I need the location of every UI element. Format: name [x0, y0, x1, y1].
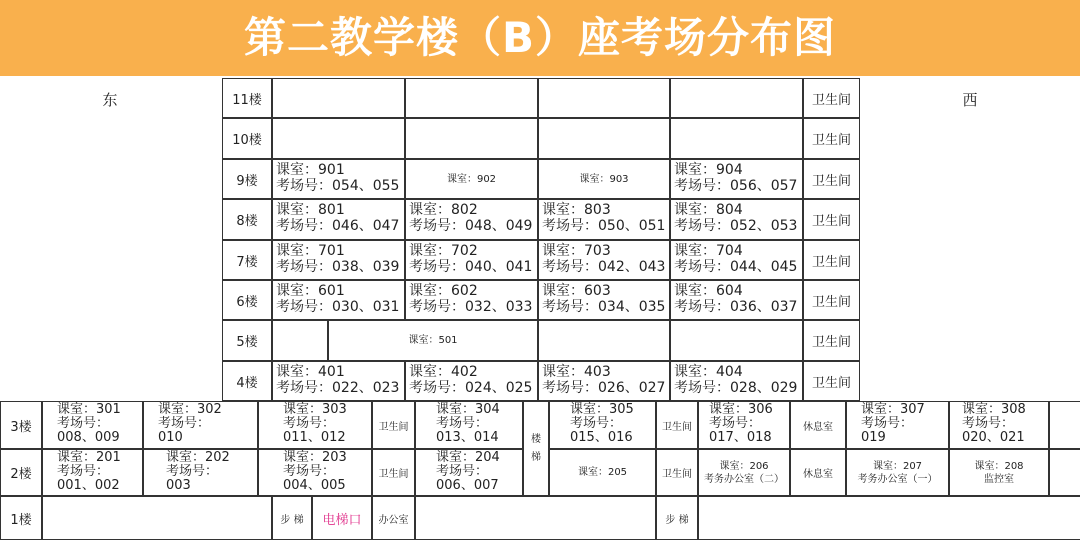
- room-label: 课室：307: [861, 402, 925, 417]
- room-label: 课室：308: [962, 402, 1026, 417]
- room-cell: [670, 361, 803, 401]
- toilet-3-west: 卫生间: [656, 401, 698, 449]
- staircase-west: 步 梯: [656, 496, 698, 540]
- toilet-3-east: 卫生间: [372, 401, 415, 449]
- exam-numbers: 017、018: [709, 430, 772, 445]
- exam-numbers: 004、005: [283, 478, 346, 493]
- exam-numbers: 考场号：054、055: [276, 178, 400, 194]
- exam-numbers: 019: [861, 430, 886, 445]
- room-label: 课室：204: [436, 450, 500, 465]
- exam-label: 考场号：: [283, 416, 336, 431]
- exam-numbers: 考场号：032、033: [409, 299, 533, 315]
- room-cell: [670, 118, 803, 159]
- room-label: 课室：305: [570, 402, 634, 417]
- room-307: [846, 401, 949, 449]
- elevator-entrance: 电梯口: [312, 496, 372, 540]
- floor-3-end: [1049, 401, 1080, 449]
- exam-numbers: 考场号：044、045: [674, 259, 798, 275]
- room-label: 课室：202: [166, 450, 230, 465]
- room-cell: [538, 320, 670, 361]
- staircase-center: [523, 401, 549, 496]
- room-205: 课室：205: [549, 449, 656, 496]
- room-label: 课室：301: [57, 402, 121, 417]
- room-cell: [670, 78, 803, 118]
- room-cell: [405, 361, 538, 401]
- room-207: [846, 449, 949, 496]
- room-302: [143, 401, 258, 449]
- room-label: 课室：402: [409, 364, 478, 380]
- exam-numbers: 考场号：034、035: [542, 299, 666, 315]
- exam-label: 考场号：: [570, 416, 623, 431]
- room-cell: [272, 240, 405, 280]
- toilet-2-east: 卫生间: [372, 449, 415, 496]
- room-204: [415, 449, 523, 496]
- room-label: 课室：303: [283, 402, 347, 417]
- room-label: 课室：802: [409, 202, 478, 218]
- room-cell: [405, 118, 538, 159]
- room-label: 课室：602: [409, 283, 478, 299]
- exam-numbers: 003: [166, 478, 191, 493]
- room-202: [143, 449, 258, 496]
- room-cell: [538, 361, 670, 401]
- room-cell: [405, 199, 538, 240]
- room-label: 课室：404: [674, 364, 743, 380]
- exam-label: 考场号：: [283, 464, 336, 479]
- room-cell: [405, 78, 538, 118]
- floor-label: 10楼: [222, 118, 272, 159]
- exam-numbers: 考场号：042、043: [542, 259, 666, 275]
- room-cell: 课室：903: [538, 159, 670, 199]
- exam-numbers: 考场号：056、057: [674, 178, 798, 194]
- room-cell: [405, 280, 538, 320]
- exam-label: 考场号：: [436, 416, 489, 431]
- room-cell: [272, 118, 405, 159]
- exam-numbers: 015、016: [570, 430, 633, 445]
- room-cell: [405, 240, 538, 280]
- exam-numbers: 020、021: [962, 430, 1025, 445]
- toilet: 卫生间: [803, 118, 860, 159]
- room-label: 课室：403: [542, 364, 611, 380]
- west-label: 西: [962, 91, 978, 109]
- room-cell: [670, 159, 803, 199]
- floor-1-east-space: [42, 496, 272, 540]
- room-label: 课室：302: [158, 402, 222, 417]
- room-label: 课室：306: [709, 402, 773, 417]
- exam-numbers: 考场号：046、047: [276, 218, 400, 234]
- exam-label: 考场号：: [166, 464, 219, 479]
- room-cell: [272, 199, 405, 240]
- exam-numbers: 考场号：030、031: [276, 299, 400, 315]
- toilet: 卫生间: [803, 240, 860, 280]
- room-305: [549, 401, 656, 449]
- toilet-2-west: 卫生间: [656, 449, 698, 496]
- room-308: [949, 401, 1049, 449]
- room-cell: [272, 159, 405, 199]
- room-label: 课室：601: [276, 283, 345, 299]
- room-label: 课室：206: [719, 460, 769, 472]
- exam-numbers: 考场号：024、025: [409, 380, 533, 396]
- room-label: 课室：801: [276, 202, 345, 218]
- room-label: 课室：703: [542, 243, 611, 259]
- exam-numbers: 008、009: [57, 430, 120, 445]
- floor-label: 4楼: [222, 361, 272, 401]
- exam-label: 考场号：: [57, 464, 110, 479]
- room-cell: [272, 280, 405, 320]
- room-label: 课室：207: [872, 460, 923, 472]
- exam-label: 考场号：: [436, 464, 489, 479]
- office-room: 办公室: [372, 496, 415, 540]
- exam-numbers: 考场号：052、053: [674, 218, 798, 234]
- room-purpose: 考务办公室（二）: [704, 473, 784, 485]
- floor-label: 6楼: [222, 280, 272, 320]
- exam-numbers: 考场号：028、029: [674, 380, 798, 396]
- east-label: 东: [102, 91, 118, 109]
- room-label: 课室：603: [542, 283, 611, 299]
- exam-numbers: 006、007: [436, 478, 499, 493]
- exam-numbers: 考场号：022、023: [276, 380, 400, 396]
- floor-1-west-space: [698, 496, 1080, 540]
- room-cell: [272, 78, 405, 118]
- exam-label: 考场号：: [962, 416, 1015, 431]
- room-label: 课室：904: [674, 162, 743, 178]
- room-cell: [272, 361, 405, 401]
- exam-numbers: 考场号：040、041: [409, 259, 533, 275]
- room-label: 课室：901: [276, 162, 345, 178]
- floor-label: 11楼: [222, 78, 272, 118]
- toilet: 卫生间: [803, 361, 860, 401]
- room-label: 课室：208: [974, 460, 1024, 472]
- title-banner: [0, 0, 1080, 76]
- toilet: 卫生间: [803, 78, 860, 118]
- toilet: 卫生间: [803, 159, 860, 199]
- exam-numbers: 考场号：048、049: [409, 218, 533, 234]
- rest-room-2: 休息室: [790, 449, 846, 496]
- room-cell: [538, 118, 670, 159]
- floor-1-middle-space: [415, 496, 656, 540]
- room-label: 课室：803: [542, 202, 611, 218]
- stair-char-1: 楼: [531, 433, 541, 445]
- room-cell: 课室：501: [328, 320, 538, 361]
- room-label: 课室：604: [674, 283, 743, 299]
- room-cell: 课室：902: [405, 159, 538, 199]
- floor-label: 8楼: [222, 199, 272, 240]
- exam-label: 考场号：: [861, 416, 914, 431]
- toilet: 卫生间: [803, 199, 860, 240]
- room-301: [42, 401, 143, 449]
- floor-label-3: 3楼: [0, 401, 42, 449]
- room-label: 课室：701: [276, 243, 345, 259]
- floor-label-2: 2楼: [0, 449, 42, 496]
- room-cell: [538, 280, 670, 320]
- exam-numbers: 010: [158, 430, 183, 445]
- room-cell: [538, 199, 670, 240]
- room-cell: [670, 240, 803, 280]
- floor-label: 9楼: [222, 159, 272, 199]
- stair-char-2: 梯: [531, 451, 541, 463]
- room-cell: [272, 320, 328, 361]
- room-label: 课室：203: [283, 450, 347, 465]
- exam-label: 考场号：: [158, 416, 211, 431]
- exam-numbers: 011、012: [283, 430, 346, 445]
- room-306: [698, 401, 790, 449]
- floor-label: 7楼: [222, 240, 272, 280]
- exam-numbers: 考场号：036、037: [674, 299, 798, 315]
- room-label: 课室：702: [409, 243, 478, 259]
- room-purpose: 考务办公室（一）: [857, 473, 938, 485]
- exam-numbers: 001、002: [57, 478, 120, 493]
- toilet: 卫生间: [803, 320, 860, 361]
- room-label: 课室：704: [674, 243, 743, 259]
- exam-numbers: 考场号：050、051: [542, 218, 666, 234]
- room-cell: [670, 320, 803, 361]
- exam-numbers: 考场号：026、027: [542, 380, 666, 396]
- room-label: 课室：201: [57, 450, 121, 465]
- page-title: 第二教学楼（B）座考场分布图: [243, 13, 836, 62]
- room-304: [415, 401, 523, 449]
- floor-2-end: [1049, 449, 1080, 496]
- staircase-east: 步 梯: [272, 496, 312, 540]
- room-cell: [538, 78, 670, 118]
- room-cell: [670, 199, 803, 240]
- rest-room-3: 休息室: [790, 401, 846, 449]
- room-303: [258, 401, 372, 449]
- exam-numbers: 013、014: [436, 430, 499, 445]
- exam-label: 考场号：: [57, 416, 110, 431]
- room-206: [698, 449, 790, 496]
- room-label: 课室：804: [674, 202, 743, 218]
- room-label: 课室：304: [436, 402, 500, 417]
- room-cell: [670, 280, 803, 320]
- room-label: 课室：401: [276, 364, 345, 380]
- floor-label: 5楼: [222, 320, 272, 361]
- room-cell: [538, 240, 670, 280]
- room-208: [949, 449, 1049, 496]
- floor-label-1: 1楼: [0, 496, 42, 540]
- exam-label: 考场号：: [709, 416, 762, 431]
- room-purpose: 监控室: [984, 473, 1014, 485]
- room-203: [258, 449, 372, 496]
- room-201: [42, 449, 143, 496]
- exam-numbers: 考场号：038、039: [276, 259, 400, 275]
- toilet: 卫生间: [803, 280, 860, 320]
